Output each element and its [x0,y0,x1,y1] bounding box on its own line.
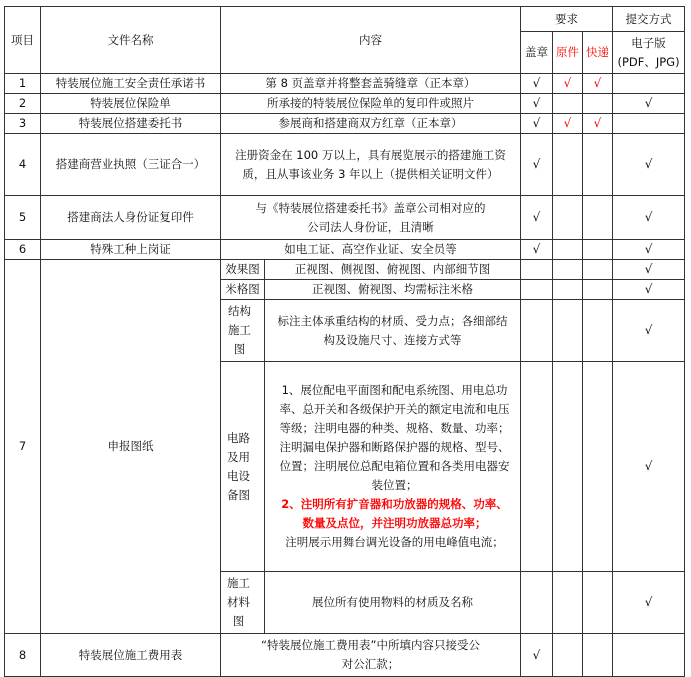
check-original-empty [553,572,583,634]
row-content: 与《特装展位搭建委托书》盖章公司相对应的公司法人身份证，且清晰 [221,196,521,240]
row-index: 1 [5,74,41,94]
check-original-empty [553,260,583,280]
check-seal-empty [521,260,553,280]
drawing-content-part-3: 注明展示用舞台调光设备的用电峰值电流； [285,535,504,549]
check-electronic: √ [613,196,685,240]
header-content: 内容 [221,7,521,74]
check-seal: √ [521,240,553,260]
row-content: 所承接的特装展位保险单的复印件或照片 [221,94,521,114]
table-row [5,634,685,677]
drawing-content: 正视图、侧视图、俯视图、内部细节图 [265,260,521,280]
header-row-1 [5,7,685,32]
check-electronic: √ [613,94,685,114]
drawing-content-part-2: 2、注明所有扩音器和功放器的规格、功率、数量及点位，并注明功放器总功率； [281,497,508,530]
check-electronic-empty [613,74,685,94]
check-original-empty [553,280,583,300]
header-electronic [613,32,685,74]
check-seal: √ [521,634,553,677]
check-electronic: √ [613,280,685,300]
drawing-name: 米格图 [221,280,265,300]
check-seal: √ [521,134,553,196]
check-seal: √ [521,114,553,134]
check-seal: √ [521,94,553,114]
check-electronic: √ [613,572,685,634]
document-requirements-table [4,6,685,677]
row-doc-name: 搭建商营业执照（三证合一） [41,134,221,196]
table-row [5,94,685,114]
drawing-content: 正视图、俯视图、均需标注米格 [265,280,521,300]
row-index: 4 [5,134,41,196]
row-content: “特装展位施工费用表”中所填内容只接受公对公汇款； [221,634,521,677]
check-express: √ [583,114,613,134]
drawing-content: 展位所有使用物料的材质及名称 [265,572,521,634]
header-electronic-format: (PDF、JPG) [617,54,680,69]
drawing-name: 效果图 [221,260,265,280]
row-index: 7 [5,260,41,634]
row-content: 第 8 页盖章并将整套盖骑缝章（正本章） [221,74,521,94]
header-submit-method: 提交方式 [613,7,685,32]
check-express-empty [583,196,613,240]
drawing-name: 施工材料图 [221,572,265,634]
table-row [5,134,685,196]
header-original: 原件 [553,32,583,74]
row-content: 注册资金在 100 万以上，具有展览展示的搭建施工资质，且从事该业务 3 年以上（提供相关证明文件） [221,134,521,196]
row-content: 参展商和搭建商双方红章（正本章） [221,114,521,134]
check-original: √ [553,114,583,134]
table-row [5,74,685,94]
check-seal-empty [521,362,553,572]
header-index [5,7,41,74]
header-doc-name: 文件名称 [41,7,221,74]
row-index: 6 [5,240,41,260]
drawing-content: 标注主体承重结构的材质、受力点；各细部结构及设施尺寸、连接方式等 [265,300,521,362]
drawing-name: 电路及用电设备图 [221,362,265,572]
row-index: 2 [5,94,41,114]
check-electronic: √ [613,260,685,280]
check-express-empty [583,240,613,260]
row-doc-name: 特装展位保险单 [41,94,221,114]
drawing-content-part-1: 1、展位配电平面图和配电系统图、用电总功率、总开关和各级保护开关的额定电流和电压等级；注明电器的种类、规格、数量、功率；注明漏电保护器和断路保护器的规格、型号、位置；注明展位总配电箱位置和各类用电器安装位置； [279,383,510,492]
check-express-empty [583,634,613,677]
table-row [5,260,685,280]
check-electronic: √ [613,240,685,260]
table-row [5,196,685,240]
row-doc-name: 特装展位施工安全责任承诺书 [41,74,221,94]
check-seal-empty [521,280,553,300]
header-index-label: 项目 [11,32,34,47]
check-seal: √ [521,74,553,94]
check-express: √ [583,74,613,94]
table-row [5,114,685,134]
row-doc-name: 特殊工种上岗证 [41,240,221,260]
check-express-empty [583,572,613,634]
check-original-empty [553,94,583,114]
row-index: 8 [5,634,41,677]
drawing-content [265,362,521,572]
header-electronic-label: 电子版 [631,35,666,50]
check-original-empty [553,300,583,362]
table-row [5,240,685,260]
check-original-empty [553,240,583,260]
row-doc-name: 搭建商法人身份证复印件 [41,196,221,240]
check-seal-empty [521,572,553,634]
header-seal: 盖章 [521,32,553,74]
check-original: √ [553,74,583,94]
check-seal: √ [521,196,553,240]
check-electronic: √ [613,362,685,572]
header-requirement: 要求 [521,7,613,32]
check-electronic: √ [613,134,685,196]
check-express-empty [583,94,613,114]
row-content: 如电工证、高空作业证、安全员等 [221,240,521,260]
drawing-name: 结构施工图 [221,300,265,362]
check-original-empty [553,362,583,572]
row-index: 3 [5,114,41,134]
check-original-empty [553,134,583,196]
check-express-empty [583,362,613,572]
check-electronic-empty [613,114,685,134]
check-express-empty [583,134,613,196]
check-express-empty [583,300,613,362]
check-seal-empty [521,300,553,362]
check-electronic-empty [613,634,685,677]
check-express-empty [583,280,613,300]
row-doc-name: 特装展位搭建委托书 [41,114,221,134]
check-express-empty [583,260,613,280]
row-doc-name: 特装展位施工费用表 [41,634,221,677]
row-doc-name: 申报图纸 [41,260,221,634]
row-index: 5 [5,196,41,240]
check-electronic: √ [613,300,685,362]
header-express: 快递 [583,32,613,74]
check-original-empty [553,196,583,240]
check-original-empty [553,634,583,677]
